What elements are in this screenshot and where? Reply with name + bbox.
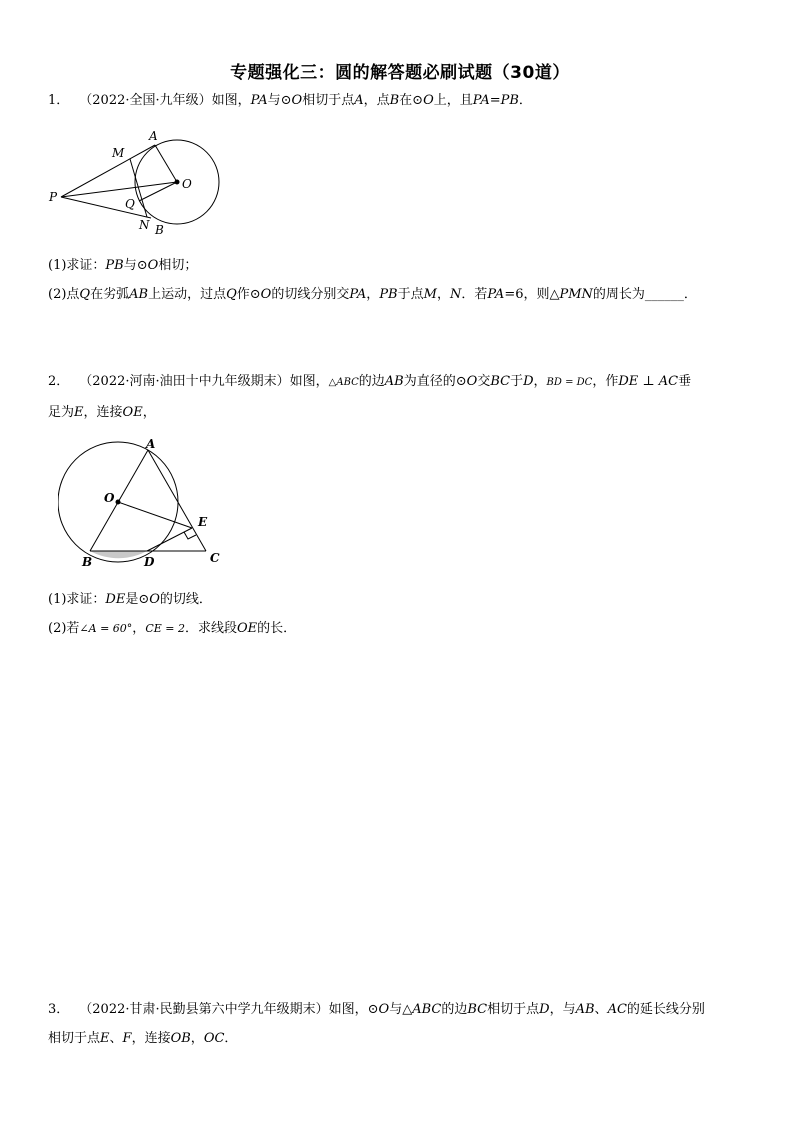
q2-part2: (2)若∠A = 60°，CE = 2．求线段OE的长． — [48, 621, 297, 636]
q2-label-D: D — [144, 555, 155, 569]
q3-number: 3． — [48, 1002, 70, 1017]
q1-source: （2022·全国·九年级） — [79, 93, 212, 108]
q2-stem-line1: 2． （2022·河南·油田十中九年级期末）如图，△ABC的边AB为直径的⊙O交BC于D，BD = DC，作DE ⊥ AC垂 — [48, 374, 692, 389]
q2-segment-DE — [147, 528, 192, 551]
q3-source: （2022·甘肃·民勤县第六中学九年级期末） — [79, 1002, 329, 1017]
q1-segment-AO — [155, 145, 177, 182]
q1-label-A: A — [149, 129, 158, 143]
q1-label-Q: Q — [125, 197, 135, 211]
q2-label-O: O — [104, 491, 115, 505]
q2-center-point — [116, 500, 121, 505]
q2-right-angle-mark — [184, 532, 196, 539]
q2-segment-OE — [118, 502, 192, 528]
q1-segment-PO — [61, 182, 177, 197]
q3-stem-line2: 相切于点E、F，连接OB，OC． — [48, 1031, 238, 1046]
q2-label-E: E — [198, 515, 208, 529]
q1-part1: (1)求证：PB与⊙O相切； — [48, 258, 198, 273]
q1-label-P: P — [49, 190, 58, 204]
q1-label-M: M — [112, 146, 125, 160]
q2-label-C: C — [210, 551, 220, 565]
q1-figure — [45, 122, 235, 237]
q2-part1: (1)求证：DE是⊙O的切线． — [48, 592, 212, 607]
q1-segment-PB — [61, 197, 151, 218]
q1-part2: (2)点Q在劣弧AB上运动，过点Q作⊙O的切线分别交PA，PB于点M，N．若PA=6，则△PMN的周长为______． — [48, 287, 697, 302]
q1-segment-PA — [61, 145, 155, 197]
q2-number: 2． — [48, 374, 70, 389]
q1-label-O: O — [182, 177, 192, 191]
q1-stem: 1． （2022·全国·九年级）如图，PA与⊙O相切于点A，点B在⊙O上，且PA=PB． — [48, 93, 532, 108]
q2-label-B: B — [82, 555, 93, 569]
q2-shaded-segment — [90, 551, 147, 558]
q2-source: （2022·河南·油田十中九年级期末） — [79, 374, 290, 389]
q1-number: 1． — [48, 93, 70, 108]
q3-stem-line1: 3． （2022·甘肃·民勤县第六中学九年级期末）如图，⊙O与△ABC的边BC相切于点D，与AB、AC的延长线分别 — [48, 1002, 705, 1017]
q1-label-N: N — [139, 218, 150, 232]
q1-label-B: B — [155, 223, 164, 237]
q1-center-point — [175, 180, 180, 185]
q2-figure — [58, 438, 228, 572]
page-title: 专题强化三：圆的解答题必刷试题（30道） — [230, 63, 570, 83]
q2-label-A: A — [146, 438, 156, 451]
q2-stem-line2: 足为E，连接OE， — [48, 405, 156, 420]
